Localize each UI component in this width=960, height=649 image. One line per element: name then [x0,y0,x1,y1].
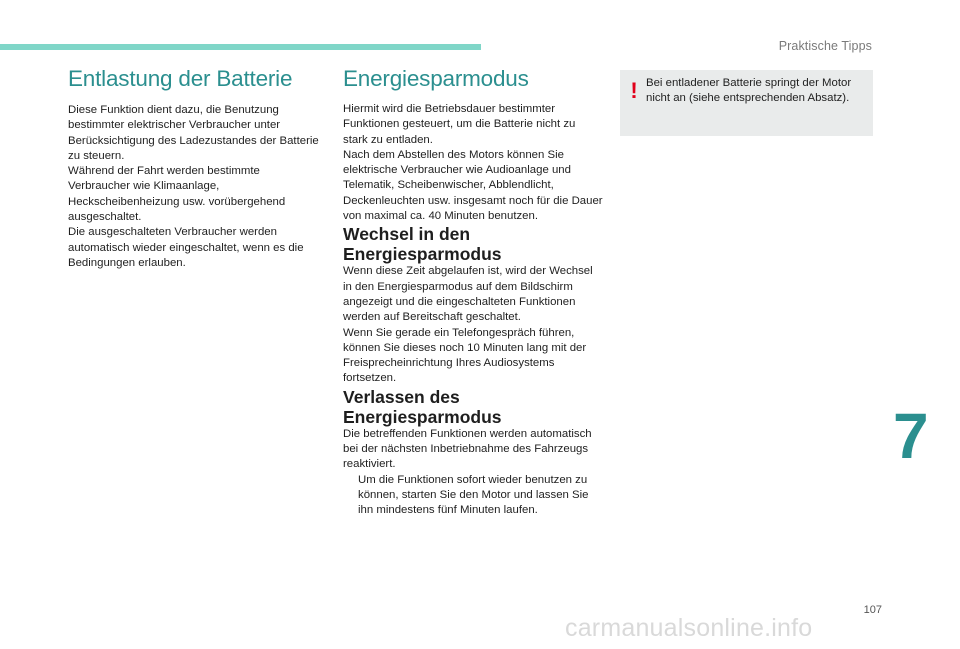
chapter-number: 7 [893,400,929,472]
enter-energy-saving-body: Wenn diese Zeit abgelaufen ist, wird der Wechsel in den Energiesparmodus auf dem Bildschirm angezeigt und die eingeschalteten Funktionen werden auf Bereitschaft geschaltet. Wenn Sie gerade ein Telefongespräch führen, können Sie dieses noch 10 Minuten lang mit der Freisprecheinrichtung Ihres Audiosystems fortsetzen. [343,265,593,385]
watermark-text: carmanualsonline.info [565,614,813,642]
energy-saving-title: Energiesparmodus [343,66,529,91]
enter-energy-saving-heading: Wechsel in den Energiesparmodus [343,224,502,265]
battery-relief-title: Entlastung der Batterie [68,66,293,91]
exit-energy-saving-step [343,473,603,519]
energy-saving-body: Hiermit wird die Betriebsdauer bestimmter Funktionen gesteuert, um die Batterie nicht zu stark zu entladen. Nach dem Abstellen des Motors können Sie elektrische Verbraucher wie Audioanlage und Telematik, Scheibenwischer, Abblendlicht, Deckenleuchten usw. insgesamt noch für die Dauer von maximal ca. 40 Minuten benutzen. [343,103,603,223]
exit-energy-saving-step-text: Um die Funktionen sofort wieder benutzen zu können, starten Sie den Motor und lassen Sie ihn mindestens fünf Minuten laufen. [358,473,589,517]
exit-energy-saving-heading: Verlassen des Energiesparmodus [343,386,502,427]
checkbox-bullet-icon [343,473,358,519]
battery-relief-body: Diese Funktion dient dazu, die Benutzung bestimmter elektrischer Verbraucher unter Berücksichtigung des Ladezustandes der Batterie zu steuern. Während der Fahrt werden bestimmte Verbraucher wie Klimaanlage, Heckscheibenheizung usw. vorübergehend ausgeschaltet. Die ausgeschalteten Verbraucher werden automatisch wieder eingeschaltet, wenn es die Bedingungen erlauben. [68,104,319,269]
section-header: Praktische Tipps [778,39,872,53]
top-accent-bar [0,44,481,50]
exit-energy-saving-body: Die betreffenden Funktionen werden automatisch bei der nächsten Inbetriebnahme des Fahrzeugs reaktiviert. [343,427,592,471]
page-number: 107 [863,604,882,616]
warning-note-text: Bei entladener Batterie springt der Motor nicht an (siehe entsprechenden Absatz). [646,77,852,105]
column-energy-saving [343,64,603,519]
column-battery-relief [68,64,323,271]
warning-exclamation-icon: ! [630,78,638,103]
